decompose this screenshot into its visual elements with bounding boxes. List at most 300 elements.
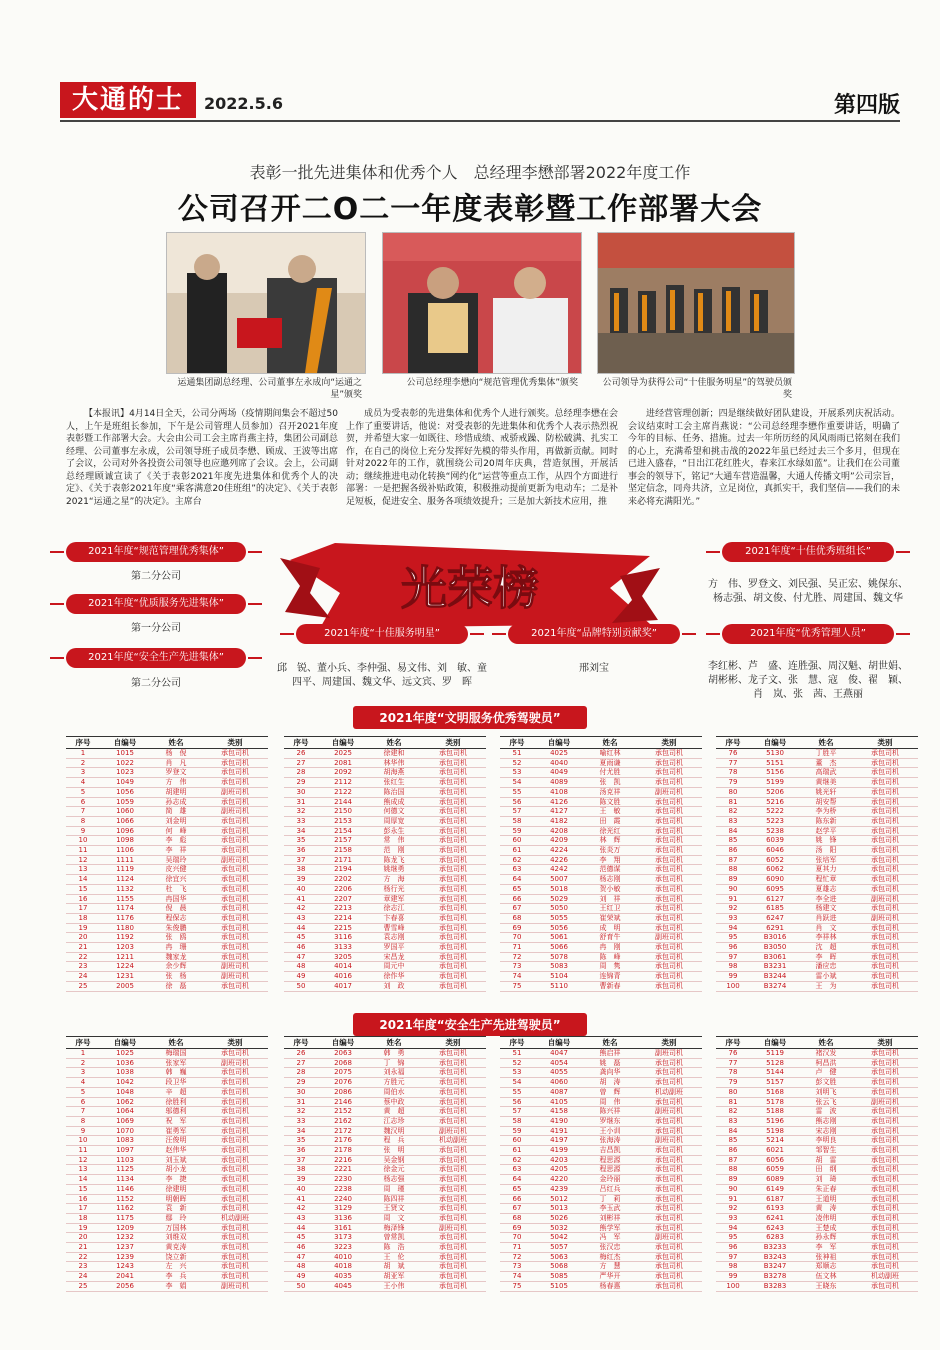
table-row bbox=[500, 884, 702, 894]
table-cell: 承包司机 bbox=[636, 1272, 702, 1282]
table-cell: 16 bbox=[66, 894, 100, 904]
table-row bbox=[66, 1272, 268, 1282]
table-cell: 承包司机 bbox=[852, 826, 918, 836]
table-cell: 方 慧 bbox=[584, 1262, 636, 1272]
table-cell: 周 文 bbox=[368, 1213, 420, 1223]
table-cell: 89 bbox=[716, 1175, 750, 1185]
table-cell: 88 bbox=[716, 1165, 750, 1175]
table-cell: 1 bbox=[66, 1049, 100, 1059]
table-cell: 57 bbox=[500, 807, 534, 817]
table-cell: 55 bbox=[500, 787, 534, 797]
table-header-row bbox=[66, 1037, 268, 1049]
table-row bbox=[66, 1049, 268, 1059]
table-row bbox=[500, 768, 702, 778]
table-cell: 承包司机 bbox=[420, 972, 486, 982]
table-cell: 彭永生 bbox=[368, 826, 420, 836]
table-cell: 52 bbox=[500, 1058, 534, 1068]
table-cell: 55 bbox=[500, 1087, 534, 1097]
table-row bbox=[716, 913, 918, 923]
table-cell: 承包司机 bbox=[202, 1136, 268, 1146]
table-cell: 45 bbox=[284, 1233, 318, 1243]
table-cell: 2005 bbox=[100, 981, 150, 991]
table-cell: 5083 bbox=[534, 962, 584, 972]
table-cell: 承包司机 bbox=[202, 768, 268, 778]
table-cell: 承包司机 bbox=[202, 981, 268, 991]
table-cell: 承包司机 bbox=[852, 1252, 918, 1262]
civil-table bbox=[284, 736, 486, 992]
table-cell: 2176 bbox=[318, 1136, 368, 1146]
civil-table bbox=[716, 736, 918, 992]
table-cell: 72 bbox=[500, 1252, 534, 1262]
table-row bbox=[66, 778, 268, 788]
table-cell: 5050 bbox=[534, 904, 584, 914]
table-cell: 罗继东 bbox=[584, 1116, 636, 1126]
table-cell: 75 bbox=[500, 981, 534, 991]
table-cell: 4040 bbox=[534, 758, 584, 768]
table-cell: B3233 bbox=[750, 1243, 800, 1253]
table-cell: 简 雄 bbox=[150, 807, 202, 817]
table-cell: 74 bbox=[500, 972, 534, 982]
table-cell: 1224 bbox=[100, 962, 150, 972]
table-cell: 副班司机 bbox=[852, 894, 918, 904]
table-cell: 4208 bbox=[534, 826, 584, 836]
table-cell: 4203 bbox=[534, 1155, 584, 1165]
table-cell: 67 bbox=[500, 1204, 534, 1214]
table-cell: 孙永辉 bbox=[800, 1233, 852, 1243]
table-cell: 2076 bbox=[318, 1078, 368, 1088]
table-cell: 58 bbox=[500, 1116, 534, 1126]
table-row bbox=[66, 846, 268, 856]
table-row bbox=[716, 749, 918, 759]
table-cell: 刘 祥 bbox=[584, 894, 636, 904]
table-cell: 副班司机 bbox=[202, 807, 268, 817]
table-row bbox=[500, 836, 702, 846]
table-cell: 2171 bbox=[318, 855, 368, 865]
table-cell: 95 bbox=[716, 933, 750, 943]
table-cell: 承包司机 bbox=[852, 768, 918, 778]
table-cell: 62 bbox=[500, 1155, 534, 1165]
table-row bbox=[66, 1155, 268, 1165]
table-cell: 严华开 bbox=[584, 1272, 636, 1282]
table-row bbox=[66, 943, 268, 953]
table-cell: 3136 bbox=[318, 1213, 368, 1223]
table-cell: 徐志江 bbox=[368, 904, 420, 914]
table-cell: 龚向华 bbox=[584, 1068, 636, 1078]
table-cell: 沈 超 bbox=[800, 943, 852, 953]
table-cell: 承包司机 bbox=[202, 1116, 268, 1126]
table-row bbox=[66, 884, 268, 894]
table-cell: 魏汉明 bbox=[368, 1126, 420, 1136]
table-cell: 23 bbox=[66, 962, 100, 972]
table-cell: 承包司机 bbox=[636, 972, 702, 982]
table-cell: 91 bbox=[716, 894, 750, 904]
table-cell: 2178 bbox=[318, 1146, 368, 1156]
table-cell: 方胜元 bbox=[368, 1078, 420, 1088]
table-cell: 邹智生 bbox=[800, 1146, 852, 1156]
table-cell: 62 bbox=[500, 855, 534, 865]
table-cell: 1097 bbox=[100, 1146, 150, 1156]
table-cell: 4045 bbox=[318, 1281, 368, 1291]
table-cell: 吴金钢 bbox=[368, 1155, 420, 1165]
table-cell: 承包司机 bbox=[420, 1107, 486, 1117]
table-row bbox=[66, 826, 268, 836]
table-row bbox=[716, 1281, 918, 1291]
table-cell: 承包司机 bbox=[202, 749, 268, 759]
table-cell: 4205 bbox=[534, 1165, 584, 1175]
table-row bbox=[284, 894, 486, 904]
table-cell: 承包司机 bbox=[852, 865, 918, 875]
table-cell: 11 bbox=[66, 846, 100, 856]
table-cell: 程 兵 bbox=[368, 1136, 420, 1146]
table-cell: 71 bbox=[500, 943, 534, 953]
table-cell: 5128 bbox=[750, 1058, 800, 1068]
table-cell: 承包司机 bbox=[852, 875, 918, 885]
table-cell: 冯 军 bbox=[584, 1233, 636, 1243]
table-row bbox=[500, 1184, 702, 1194]
table-cell: 21 bbox=[66, 943, 100, 953]
table-cell: 2041 bbox=[100, 1272, 150, 1282]
table-cell: 承包司机 bbox=[852, 943, 918, 953]
table-cell: 倪 晨 bbox=[150, 904, 202, 914]
table-cell: 承包司机 bbox=[420, 1078, 486, 1088]
column-header: 序号 bbox=[716, 1037, 750, 1049]
table-cell: 承包司机 bbox=[852, 1243, 918, 1253]
table-cell: 93 bbox=[716, 913, 750, 923]
table-cell: 26 bbox=[284, 1049, 318, 1059]
award-photo-icon bbox=[383, 233, 581, 373]
table-cell: 60 bbox=[500, 836, 534, 846]
table-row bbox=[500, 1262, 702, 1272]
table-row bbox=[284, 1058, 486, 1068]
table-cell: 承包司机 bbox=[636, 1155, 702, 1165]
table-cell: 19 bbox=[66, 923, 100, 933]
table-cell: 1096 bbox=[100, 826, 150, 836]
table-cell: 副班司机 bbox=[202, 1058, 268, 1068]
table-cell: 4197 bbox=[534, 1136, 584, 1146]
table-row bbox=[66, 749, 268, 759]
table-row bbox=[500, 962, 702, 972]
table-cell: 3173 bbox=[318, 1233, 368, 1243]
table-cell: 45 bbox=[284, 933, 318, 943]
table-cell: 78 bbox=[716, 768, 750, 778]
table-cell: 承包司机 bbox=[852, 981, 918, 991]
table-cell: 5199 bbox=[750, 778, 800, 788]
table-cell: 1064 bbox=[100, 1107, 150, 1117]
table-cell: 36 bbox=[284, 846, 318, 856]
table-cell: 100 bbox=[716, 981, 750, 991]
table-cell: 5057 bbox=[534, 1243, 584, 1253]
table-row bbox=[66, 981, 268, 991]
table-cell: 75 bbox=[500, 1281, 534, 1291]
table-row bbox=[284, 1175, 486, 1185]
table-cell: 4242 bbox=[534, 865, 584, 875]
table-row bbox=[284, 1223, 486, 1233]
table-cell: 50 bbox=[284, 1281, 318, 1291]
table-cell: 97 bbox=[716, 1252, 750, 1262]
table-cell: 程保志 bbox=[150, 913, 202, 923]
table-row bbox=[716, 972, 918, 982]
table-row bbox=[716, 1155, 918, 1165]
table-cell: 1192 bbox=[100, 933, 150, 943]
table-cell: 5055 bbox=[534, 913, 584, 923]
table-cell: 2202 bbox=[318, 875, 368, 885]
table-cell: 金玲丽 bbox=[584, 1175, 636, 1185]
table-cell: 李全进 bbox=[800, 894, 852, 904]
table-cell: 46 bbox=[284, 943, 318, 953]
table-cell: 肖跃进 bbox=[800, 913, 852, 923]
table-row bbox=[500, 904, 702, 914]
table-cell: 承包司机 bbox=[202, 1272, 268, 1282]
table-cell: 37 bbox=[284, 1155, 318, 1165]
table-cell: 韩 勇 bbox=[368, 1049, 420, 1059]
table-row bbox=[66, 1146, 268, 1156]
table-cell: 1066 bbox=[100, 816, 150, 826]
table-cell: 吕红兵 bbox=[584, 1184, 636, 1194]
table-cell: 4010 bbox=[318, 1252, 368, 1262]
table-cell: 61 bbox=[500, 846, 534, 856]
table-cell: 夏其力 bbox=[800, 865, 852, 875]
table-cell: 承包司机 bbox=[202, 865, 268, 875]
article-column-2 bbox=[346, 408, 618, 526]
table-cell: 43 bbox=[284, 913, 318, 923]
table-cell: 丁 莉 bbox=[584, 1194, 636, 1204]
table-cell: 4054 bbox=[534, 1058, 584, 1068]
table-cell: 4 bbox=[66, 1078, 100, 1088]
table-row bbox=[716, 855, 918, 865]
table-row bbox=[716, 797, 918, 807]
table-cell: 50 bbox=[284, 981, 318, 991]
table-row bbox=[500, 865, 702, 875]
table-cell: 2194 bbox=[318, 865, 368, 875]
table-cell: 李 彪 bbox=[150, 836, 202, 846]
table-cell: 承包司机 bbox=[852, 1136, 918, 1146]
table-cell: 承包司机 bbox=[202, 1243, 268, 1253]
table-cell: 袁志刚 bbox=[368, 933, 420, 943]
table-cell: B3283 bbox=[750, 1281, 800, 1291]
table-cell: 4049 bbox=[534, 768, 584, 778]
table-cell: 刘 政 bbox=[368, 981, 420, 991]
table-cell: 5238 bbox=[750, 826, 800, 836]
table-row bbox=[66, 1233, 268, 1243]
table-cell: 副班司机 bbox=[202, 972, 268, 982]
table-cell: 2221 bbox=[318, 1165, 368, 1175]
article-text: 【本报讯】4月14日全天，公司分两场（疫情期间集会不超过50人，上午是班组长参加，下午是公司管理人员参加）召开2021年度表彰暨工作部署大会。大会由公司工会主席肖燕主持，集团公司副总经理、公司董事左永成，公司领导班子成员李懋、顾成、王波等出席了会议，公司对外各投资公司领导也应邀列席了会议。会上，公司副总经理顾诚宣读了《关于表彰2021年度先进集体和优秀个人的决定》、《关于表彰2021年度“乘客满意20佳班组”的决定》、《关于表彰2021“运通之星”的决定》。主席台 bbox=[66, 409, 338, 507]
table-cell: 85 bbox=[716, 836, 750, 846]
table-cell: 张 鸥 bbox=[150, 933, 202, 943]
table-cell: 万国林 bbox=[150, 1223, 202, 1233]
table-cell: 徐宜兴 bbox=[150, 875, 202, 885]
table-cell: 承包司机 bbox=[852, 1078, 918, 1088]
table-title-text: 2021年度“文明服务优秀驾驶员” bbox=[353, 706, 586, 729]
safety-table-title bbox=[0, 1013, 940, 1036]
table-cell: 2162 bbox=[318, 1116, 368, 1126]
table-cell: 承包司机 bbox=[420, 1281, 486, 1291]
table-cell: 18 bbox=[66, 1213, 100, 1223]
table-row bbox=[716, 1146, 918, 1156]
table-cell: 冉 珊 bbox=[150, 943, 202, 953]
table-cell: 承包司机 bbox=[420, 1213, 486, 1223]
table-cell: 5196 bbox=[750, 1116, 800, 1126]
issue-date: 2022.5.6 bbox=[204, 94, 283, 113]
table-cell: 陈 峰 bbox=[584, 952, 636, 962]
table-cell: 1232 bbox=[100, 1233, 150, 1243]
table-cell: 63 bbox=[500, 1165, 534, 1175]
table-cell: 承包司机 bbox=[852, 952, 918, 962]
table-cell: 3129 bbox=[318, 1204, 368, 1214]
table-cell: 承包司机 bbox=[202, 904, 268, 914]
table-cell: 5151 bbox=[750, 758, 800, 768]
table-cell: 机动副班 bbox=[202, 1213, 268, 1223]
table-cell: 38 bbox=[284, 1165, 318, 1175]
table-cell: 张 明 bbox=[368, 1146, 420, 1156]
table-cell: 承包司机 bbox=[852, 1204, 918, 1214]
table-cell: 18 bbox=[66, 913, 100, 923]
table-cell: 4087 bbox=[534, 1087, 584, 1097]
table-cell: 5063 bbox=[534, 1252, 584, 1262]
table-cell: 机动副班 bbox=[852, 1272, 918, 1282]
table-cell: 承包司机 bbox=[420, 1097, 486, 1107]
table-cell: 承包司机 bbox=[420, 1155, 486, 1165]
table-cell: 38 bbox=[284, 865, 318, 875]
table-row bbox=[500, 972, 702, 982]
table-cell: 副班司机 bbox=[420, 1223, 486, 1233]
table-row bbox=[66, 1175, 268, 1185]
table-row bbox=[500, 1116, 702, 1126]
table-row bbox=[284, 962, 486, 972]
table-cell: 6291 bbox=[750, 923, 800, 933]
table-cell: 杨志强 bbox=[368, 1175, 420, 1185]
table-row bbox=[284, 1087, 486, 1097]
table-cell: 3 bbox=[66, 1068, 100, 1078]
safety-table bbox=[66, 1036, 268, 1292]
table-cell: 4018 bbox=[318, 1262, 368, 1272]
table-cell: 付尤胜 bbox=[584, 768, 636, 778]
table-cell: 承包司机 bbox=[636, 826, 702, 836]
table-cell: 承包司机 bbox=[202, 1165, 268, 1175]
table-cell: 曹雪峰 bbox=[368, 923, 420, 933]
table-cell: 郑顺志 bbox=[800, 1262, 852, 1272]
table-cell: 4105 bbox=[534, 1097, 584, 1107]
table-cell: 4127 bbox=[534, 807, 584, 817]
table-row bbox=[500, 1146, 702, 1156]
table-cell: 宋昌龙 bbox=[368, 952, 420, 962]
table-cell: 高瑞武 bbox=[800, 768, 852, 778]
table-cell: 肖 凡 bbox=[150, 758, 202, 768]
table-cell: 3161 bbox=[318, 1223, 368, 1233]
table-cell: 陈文胜 bbox=[584, 797, 636, 807]
table-row bbox=[716, 1136, 918, 1146]
table-header-row bbox=[716, 1037, 918, 1049]
table-cell: 承包司机 bbox=[202, 1146, 268, 1156]
table-cell: 李 军 bbox=[800, 1243, 852, 1253]
table-cell: 汤克祥 bbox=[584, 787, 636, 797]
column-header: 姓名 bbox=[584, 737, 636, 749]
table-cell: 承包司机 bbox=[202, 1068, 268, 1078]
table-cell: 承包司机 bbox=[852, 1146, 918, 1156]
table-cell: 承包司机 bbox=[852, 836, 918, 846]
table-row bbox=[500, 758, 702, 768]
table-cell: 徐作华 bbox=[368, 972, 420, 982]
table-row bbox=[66, 894, 268, 904]
table-cell: 39 bbox=[284, 875, 318, 885]
table-cell: 8 bbox=[66, 816, 100, 826]
table-cell: 王小训 bbox=[584, 1126, 636, 1136]
table-cell: 承包司机 bbox=[852, 749, 918, 759]
table-row bbox=[500, 1058, 702, 1068]
table-cell: 2144 bbox=[318, 797, 368, 807]
table-cell: 76 bbox=[716, 749, 750, 759]
column-header: 自编号 bbox=[318, 1037, 368, 1049]
table-row bbox=[716, 1126, 918, 1136]
table-row bbox=[284, 749, 486, 759]
table-cell: 1152 bbox=[100, 1194, 150, 1204]
table-row bbox=[716, 1078, 918, 1088]
table-cell: 承包司机 bbox=[420, 1116, 486, 1126]
table-cell: 承包司机 bbox=[420, 1243, 486, 1253]
table-cell: 5056 bbox=[534, 923, 584, 933]
table-cell: 承包司机 bbox=[636, 875, 702, 885]
table-cell: 朱俊鹏 bbox=[150, 923, 202, 933]
table-cell: 6056 bbox=[750, 1155, 800, 1165]
table-cell: 何德文 bbox=[368, 807, 420, 817]
table-row bbox=[716, 875, 918, 885]
table-cell: 胡 斌 bbox=[368, 1262, 420, 1272]
table-cell: 承包司机 bbox=[420, 855, 486, 865]
table-cell: 3223 bbox=[318, 1243, 368, 1253]
table-cell: 承包司机 bbox=[420, 749, 486, 759]
table-cell: 承包司机 bbox=[202, 923, 268, 933]
table-row bbox=[284, 1116, 486, 1126]
safety-table bbox=[500, 1036, 702, 1292]
table-cell: 王 敏 bbox=[584, 807, 636, 817]
table-cell: 承包司机 bbox=[420, 1233, 486, 1243]
table-cell: 副班司机 bbox=[202, 855, 268, 865]
table-cell: 承包司机 bbox=[852, 933, 918, 943]
table-cell: 100 bbox=[716, 1281, 750, 1291]
table-cell: 97 bbox=[716, 952, 750, 962]
column-header: 自编号 bbox=[750, 737, 800, 749]
table-cell: 5085 bbox=[534, 1272, 584, 1282]
column-header: 自编号 bbox=[534, 1037, 584, 1049]
table-cell: 李 翔 bbox=[584, 855, 636, 865]
table-cell: 44 bbox=[284, 1223, 318, 1233]
table-cell: 53 bbox=[500, 768, 534, 778]
table-cell: 46 bbox=[284, 1243, 318, 1253]
table-cell: 李祥林 bbox=[800, 933, 852, 943]
table-cell: 61 bbox=[500, 1146, 534, 1156]
safety-table bbox=[716, 1036, 918, 1292]
table-cell: 2206 bbox=[318, 884, 368, 894]
table-row bbox=[66, 962, 268, 972]
table-cell: 4158 bbox=[534, 1107, 584, 1117]
table-cell: 6243 bbox=[750, 1223, 800, 1233]
table-cell: 承包司机 bbox=[420, 1184, 486, 1194]
table-row bbox=[284, 807, 486, 817]
table-cell: 褚汉发 bbox=[800, 1049, 852, 1059]
table-cell: 1237 bbox=[100, 1243, 150, 1253]
table-cell: 27 bbox=[284, 758, 318, 768]
table-cell: 99 bbox=[716, 972, 750, 982]
table-cell: 方 海 bbox=[368, 875, 420, 885]
table-cell: 4126 bbox=[534, 797, 584, 807]
table-cell: 2150 bbox=[318, 807, 368, 817]
column-header: 类别 bbox=[852, 737, 918, 749]
table-row bbox=[284, 826, 486, 836]
table-cell: 13 bbox=[66, 1165, 100, 1175]
table-cell: 卞春喜 bbox=[368, 913, 420, 923]
table-cell: 承包司机 bbox=[420, 943, 486, 953]
table-cell: 14 bbox=[66, 1175, 100, 1185]
